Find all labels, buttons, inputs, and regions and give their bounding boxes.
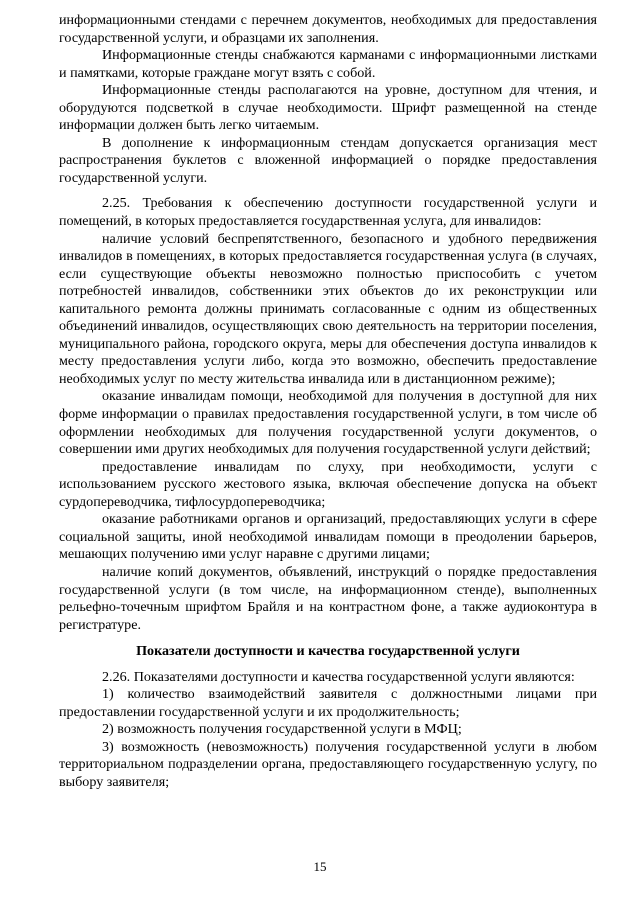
paragraph-2-26-intro: 2.26. Показателями доступности и качества государственной услуги являются: bbox=[102, 668, 575, 685]
list-item-mfc: 2) возможность получения государственной услуги в МФЦ; bbox=[102, 721, 462, 738]
paragraph-information-assistance: оказание инвалидам помощи, необходимой для получения в доступной для них форме информации о правилах предоставления государственной услуги, в том числе об оформлении необходимых для получения государственной услуги документов, о совершении ими других необходимых для получения государственной услуги действий; bbox=[59, 388, 597, 458]
paragraph-braille-copies: наличие копий документов, объявлений, инструкций о порядке предоставления государственной услуги (в том числе, на информационном стенде), выполненных рельефно-точечным шрифтом Брайля и на контрастном фоне, а также аудиоконтура в регистратуре. bbox=[59, 563, 597, 633]
section-heading: Показатели доступности и качества государственной услуги bbox=[136, 643, 520, 660]
list-item-interactions: 1) количество взаимодействий заявителя с должностными лицами при предоставлении государственной услуги и их продолжительность; bbox=[59, 686, 597, 720]
page-number: 15 bbox=[313, 859, 327, 874]
paragraph-stands-documents: информационными стендами с перечнем документов, необходимых для предоставления государственной услуги, и образцами их заполнения. bbox=[59, 12, 597, 46]
paragraph-booklets: В дополнение к информационным стендам допускается организация мест распространения буклетов с вложенной информацией о порядке предоставления государственной услуги. bbox=[59, 134, 597, 186]
paragraph-staff-assistance: оказание работниками органов и организаций, предоставляющих услуги в сфере социальной защиты, иной необходимой инвалидам помощи в преодолении барьеров, мешающих получению ими услуг наравне с другими лицами; bbox=[59, 511, 597, 563]
paragraph-sign-language: предоставление инвалидам по слуху, при необходимости, услуги с использованием русского жестового языка, включая обеспечение допуска на объект сурдопереводчика, тифлосурдопереводчика; bbox=[59, 458, 597, 510]
paragraph-stands-placement: Информационные стенды располагаются на уровне, доступном для чтения, и оборудуются подсветкой в случае необходимости. Шрифт размещенной на стенде информации должен быть легко читаемым. bbox=[59, 82, 597, 134]
list-item-territorial: 3) возможность (невозможность) получения государственной услуги в любом территориальном подразделении органа, предоставляющего государственную услугу, по выбору заявителя; bbox=[59, 738, 597, 790]
paragraph-barrier-free-conditions: наличие условий беспрепятственного, безопасного и удобного передвижения инвалидов в помещениях, в которых предоставляется государственная услуга (в случаях, если существующие объекты невозможно полностью приспособить с учетом потребностей инвалидов, собственники этих объектов до их реконструкции или капитального ремонта должны принимать согласованные с одним из общественных объединений инвалидов, осуществляющих свою деятельность на территории поселения, муниципального района, городского округа, меры для обеспечения доступа инвалидов к месту предоставления услуги либо, когда это возможно, обеспечить предоставление необходимых услуг по месту жительства инвалида или в дистанционном режиме); bbox=[59, 230, 597, 387]
paragraph-stands-pockets: Информационные стенды снабжаются карманами с информационными листками и памятками, которые граждане могут взять с собой. bbox=[59, 47, 597, 81]
paragraph-2-25-intro: 2.25. Требования к обеспечению доступности государственной услуги и помещений, в которых предоставляется государственная услуга, для инвалидов: bbox=[59, 195, 597, 230]
document-page bbox=[59, 12, 597, 792]
